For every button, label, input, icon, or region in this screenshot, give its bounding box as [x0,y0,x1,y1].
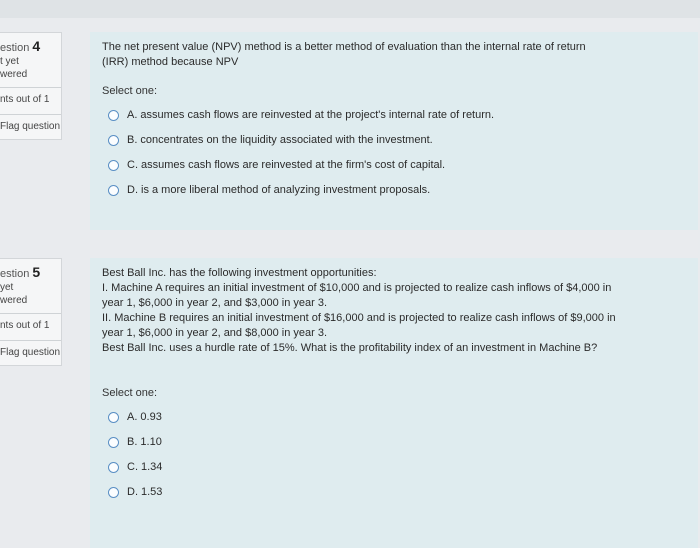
divider [0,114,61,115]
radio-button[interactable] [108,412,119,423]
question-info-5 [0,258,62,366]
select-one-label: Select one: [102,387,158,399]
top-bar [0,0,700,18]
status-line-1: yet [0,282,14,293]
option-b[interactable]: B. 1.10 [102,430,686,455]
divider [0,340,61,341]
question-info-4 [0,32,62,140]
question-content-4 [90,32,698,230]
question-number-4: estion 4 [0,38,41,54]
question-number-5: estion 5 [0,264,41,280]
option-a[interactable]: A. 0.93 [102,405,686,430]
divider [0,87,61,88]
option-d[interactable]: D. is a more liberal method of analyzing investment proposals. [102,178,686,203]
radio-button[interactable] [108,110,119,121]
flag-question-link[interactable]: Flag question [0,347,61,358]
option-a[interactable]: A. assumes cash flows are reinvested at the project's internal rate of return. [102,103,686,128]
option-d[interactable]: D. 1.53 [102,480,686,505]
radio-button[interactable] [108,437,119,448]
question-content-5 [90,258,698,548]
option-c[interactable]: C. 1.34 [102,455,686,480]
grade-text: nts out of 1 [0,320,50,331]
status-line-2: wered [0,295,28,306]
question-text: The net present value (NPV) method is a better method of evaluation than the internal rate of return (IRR) method because NPV [102,41,586,68]
radio-button[interactable] [108,487,119,498]
select-one-label: Select one: [102,85,158,97]
status-line-2: wered [0,69,28,80]
radio-button[interactable] [108,135,119,146]
divider [0,313,61,314]
answer-options [102,103,686,203]
option-c[interactable]: C. assumes cash flows are reinvested at the firm's cost of capital. [102,153,686,178]
status-line-1: t yet [0,56,19,67]
radio-button[interactable] [108,462,119,473]
option-b[interactable]: B. concentrates on the liquidity associated with the investment. [102,128,686,153]
question-text: Best Ball Inc. has the following investment opportunities: I. Machine A requires an initial investment of $10,000 and is projected to realize cash inflows of $4,000 in year 1, $6,000 in year 2, and $3,000 in year 3. II. Machine B requires an initial investment of $16,000 and is projected to realize cash inflows of $9,000 in year 1, $6,000 in year 2, and $8,000 in year 3. Best Ball Inc. uses a hurdle rate of 15%. What is the profitability index of an investment in Machine B? [102,267,616,354]
radio-button[interactable] [108,185,119,196]
flag-question-link[interactable]: Flag question [0,121,61,132]
radio-button[interactable] [108,160,119,171]
grade-text: nts out of 1 [0,94,50,105]
answer-options [102,405,686,505]
